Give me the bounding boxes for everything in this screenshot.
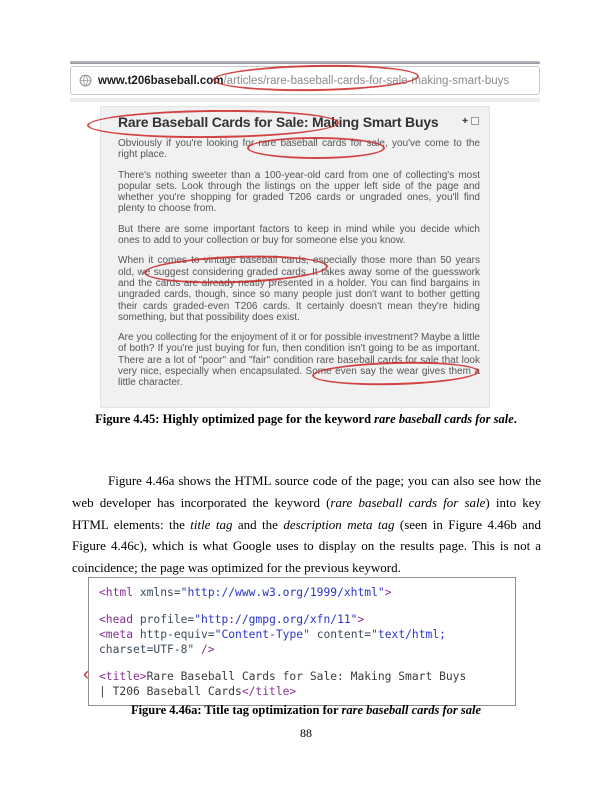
- html-source-code-block: [88, 577, 516, 706]
- article-paragraph: Are you collecting for the enjoyment of it or for possible investment? Maybe a little of both? If you're just buying for fun, then condition isn't going to be as important. There are a lot of "poor" and "fair" condition rare baseball cards for sale that look very nice, especially when encapsulated. Some even say the wear gives them a little character.: [118, 332, 480, 389]
- code-line: <head profile="http://gmpg.org/xfn/11">: [99, 613, 365, 626]
- caption-text: .: [513, 412, 517, 426]
- article-paragraph: When it comes to vintage baseball cards, especially those more than 50 years old, we suggest considering graded cards. It takes away some of the guesswork and the cards are already neatly presented in a holder. You can find bargains in ungraded cards, though, since so many people just don't want to bother getting their cards graded-even T206 cards. It certainly doesn't mean they're hiding something, but that possibility does exist.: [118, 255, 480, 323]
- code-line: <title>Rare Baseball Cards for Sale: Making Smart Buys: [99, 670, 467, 683]
- article-paragraph: Obviously if you're looking for rare baseball cards for sale, you've come to the right place.: [118, 138, 480, 161]
- article-paragraph: There's nothing sweeter than a 100-year-old card from one of collecting's most popular sets. Look through the listings on the upper left side of the page and whether you're shopping for graded T206 cards or ungraded ones, you'll find plenty to choose from.: [118, 169, 480, 215]
- article-action-icons: [462, 117, 479, 125]
- figure-4-45-caption: [0, 412, 612, 427]
- code-line: <html xmlns="http://www.w3.org/1999/xhtml">: [99, 586, 392, 599]
- body-paragraph: [72, 470, 541, 579]
- caption-text: Figure 4.46a: Title tag optimization for: [130, 703, 342, 717]
- code-blank-line: [99, 600, 507, 612]
- article-body: [118, 138, 480, 398]
- globe-icon: [79, 74, 92, 87]
- caption-keyword: rare baseball cards for sale: [341, 703, 482, 717]
- body-keyword: rare baseball cards for sale: [330, 494, 486, 510]
- comment-icon: [471, 117, 479, 125]
- browser-chrome-screenshot: [70, 61, 540, 102]
- page-number: 88: [300, 726, 312, 740]
- code-line: | T206 Baseball Cards</title>: [99, 685, 297, 698]
- plus-icon: ✚: [462, 117, 468, 125]
- browser-top-edge: [70, 61, 540, 64]
- body-text: Figure 4.46a shows the HTML source code of the page; you can also see how the web developer has incorporated the keyword (: [72, 473, 541, 510]
- body-text: and the: [232, 516, 284, 532]
- caption-text: Figure 4.45: Highly optimized page for the keyword: [95, 412, 375, 426]
- url-host: www.t206baseball.com: [98, 74, 224, 87]
- webpage-screenshot: [100, 106, 490, 408]
- body-italic-description-meta-tag: description meta tag: [283, 516, 395, 532]
- body-text: ) into key HTML elements: the: [72, 494, 541, 532]
- body-italic-title-tag: title tag: [190, 516, 233, 532]
- figure-4-46a-caption: [0, 703, 612, 718]
- code-line: <meta http-equiv="Content-Type" content="text/html;: [99, 628, 446, 641]
- url-path: /articles/rare-baseball-cards-for-sale-making-smart-buys: [223, 74, 510, 87]
- body-text: (seen in Figure 4.46b and Figure 4.46c), which is what Google uses to display on the results page. This is not a coincidence; the page was optimized for the previous keyword.: [72, 516, 541, 576]
- code-line: charset=UTF-8" />: [99, 643, 215, 656]
- browser-bottom-edge: [70, 98, 540, 102]
- article-title: Rare Baseball Cards for Sale: Making Smart Buys: [118, 114, 439, 130]
- address-bar: [70, 66, 540, 95]
- code-blank-line: [99, 657, 507, 669]
- caption-keyword: rare baseball cards for sale: [374, 412, 514, 426]
- article-paragraph: But there are some important factors to keep in mind while you decide which ones to add to your collection or buy for someone else you know.: [118, 223, 480, 247]
